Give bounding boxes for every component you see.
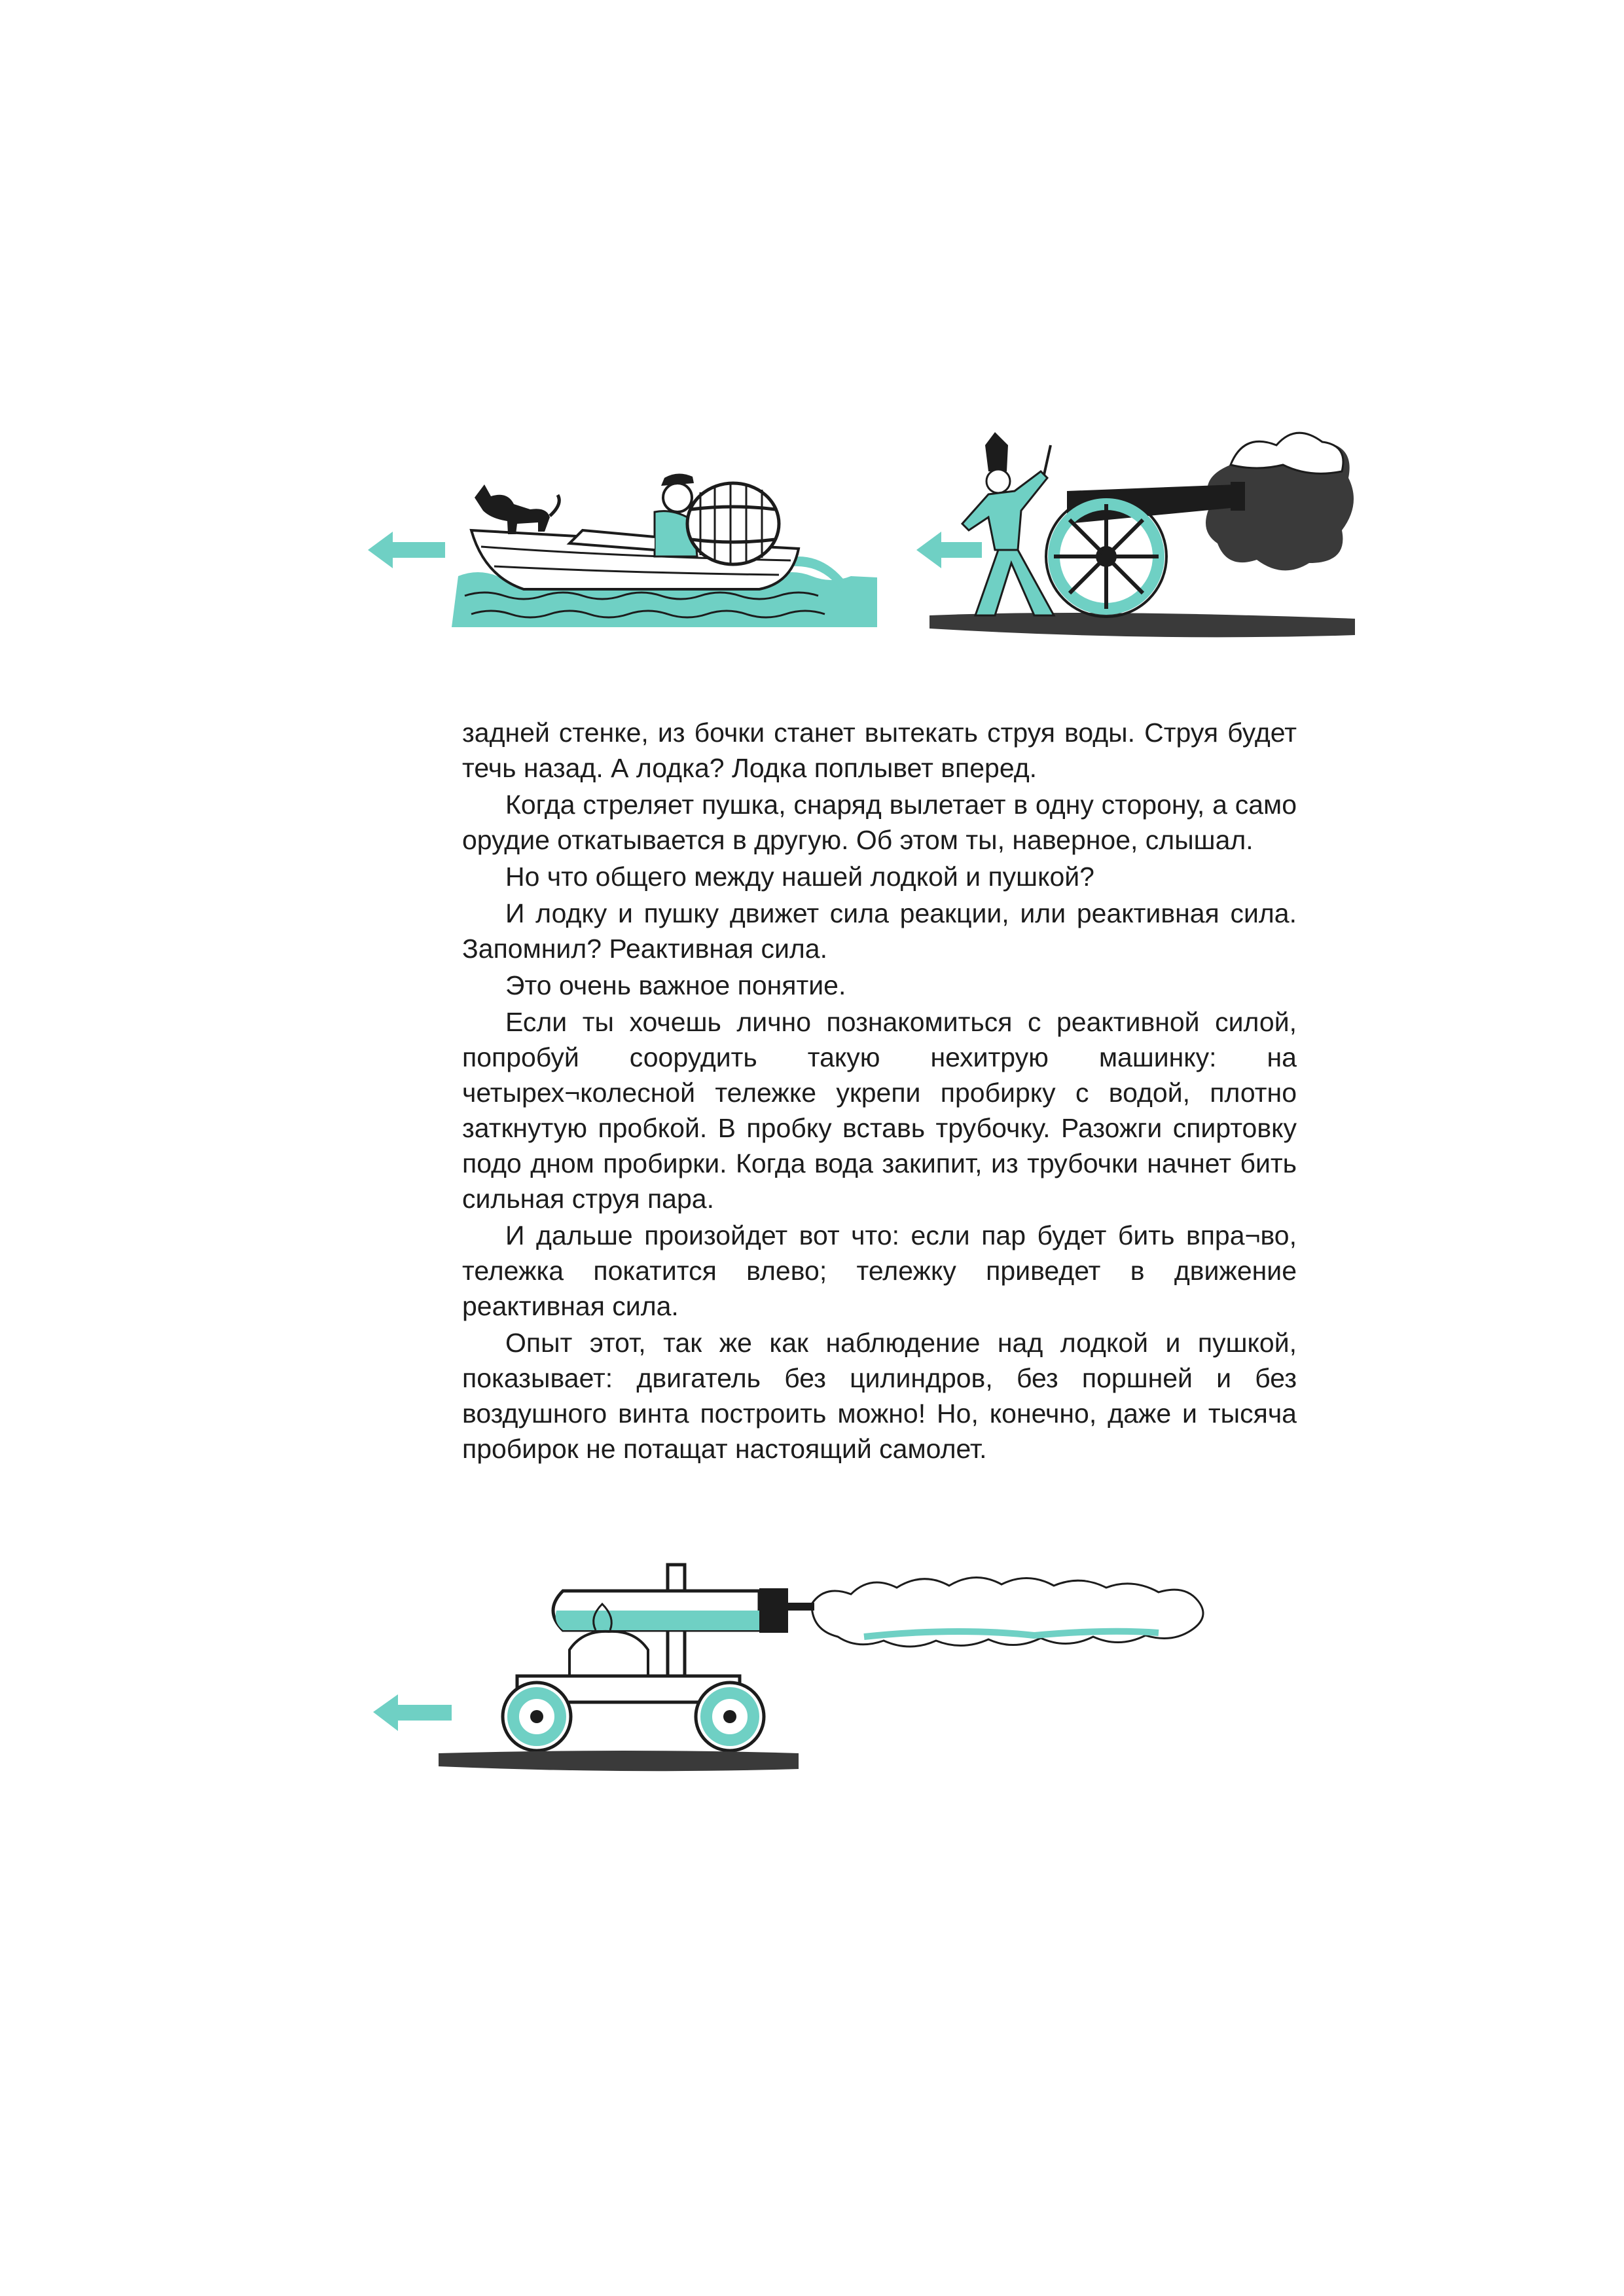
paragraph: Когда стреляет пушка, снаряд вылетает в одну сторону, а само орудие откатывается в другую. Об этом ты, наверное, слышал. [462, 790, 1297, 855]
paragraph: И дальше произойдет вот что: если пар будет бить впра¬во, тележка покатится влево; тележку приведет в движение реактивная сила. [462, 1220, 1297, 1321]
left-arrow-icon [916, 532, 982, 568]
cart-wheel-icon [696, 1683, 764, 1751]
cannon-illustration [890, 419, 1362, 648]
ground-icon [439, 1751, 799, 1771]
cannon-wheel-icon [1046, 496, 1166, 617]
left-arrow-icon [368, 532, 445, 568]
steam-cart-illustration [367, 1545, 1309, 1807]
dog-icon [475, 484, 559, 534]
paragraph: Опыт этот, так же как наблюдение над лодкой и пушкой, показывает: двигатель без цилиндров, без поршней и без воздушного винта построить можно! Но, конечно, даже и тысяча пробирок не потащат настоящий самолет. [462, 1328, 1297, 1464]
body-text [462, 715, 1297, 1468]
paragraph: Но что общего между нашей лодкой и пушкой? [505, 862, 1094, 892]
steam-cloud-icon [812, 1577, 1203, 1647]
paragraph: Это очень важное понятие. [505, 970, 846, 1000]
cart-wheel-icon [503, 1683, 571, 1751]
paragraph: Если ты хочешь лично познакомиться с реактивной силой, попробуй соорудить такую нехитрую машинку: на четырех¬колесной тележке укрепи пробирку с водой, плотно заткнутую пробкой. В пробку вставь трубочку. Разожги спиртовку подо дном пробирки. Когда вода закипит, из трубочки начнет бить сильная струя пара. [462, 1007, 1297, 1214]
left-arrow-icon [373, 1694, 452, 1731]
soldier-icon [962, 432, 1054, 615]
paragraph: И лодку и пушку движет сила реакции, или реактивная сила. Запомнил? Реактивная сила. [462, 898, 1297, 964]
barrel-icon [687, 483, 779, 564]
boat-illustration [367, 458, 897, 655]
ground-icon [929, 613, 1355, 637]
man-icon [569, 473, 697, 556]
paragraph: задней стенке, из бочки станет вытекать струя воды. Струя будет течь назад. А лодка? Лодка поплывет вперед. [462, 718, 1297, 783]
